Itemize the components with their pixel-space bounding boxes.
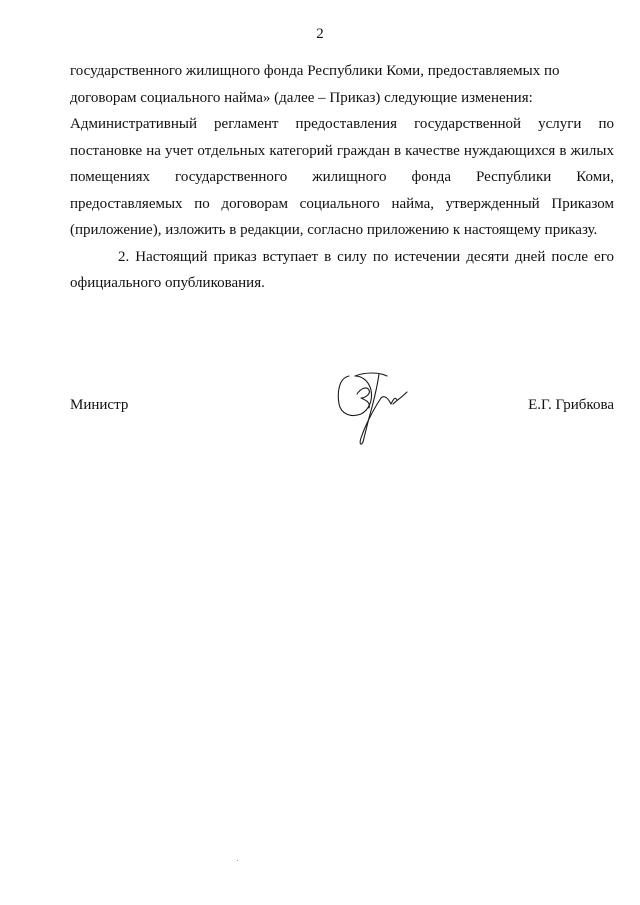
body-line-7: (приложение), изложить в редакции, согласно приложению к настоящему приказу. bbox=[70, 222, 598, 238]
body-line-8: 2. Настоящий приказ вступает в силу по истечении десяти дней после его bbox=[118, 248, 614, 265]
document-body bbox=[70, 58, 614, 297]
body-line-2: договорам социального найма» (далее – Приказ) следующие изменения: bbox=[70, 89, 533, 106]
body-line-3: Административный регламент предоставления государственной услуги по bbox=[70, 116, 614, 132]
body-line-4: постановке на учет отдельных категорий граждан в качестве нуждающихся в жилых bbox=[70, 142, 614, 159]
page-number: 2 bbox=[316, 26, 324, 42]
body-line-9: официального опубликования. bbox=[70, 275, 265, 291]
signature-icon bbox=[335, 370, 425, 448]
scan-artifact bbox=[237, 860, 238, 861]
signatory-title: Министр bbox=[70, 397, 129, 413]
body-line-5: помещениях государственного жилищного фонда Республики Коми, bbox=[70, 169, 614, 185]
body-line-6: предоставляемых по договорам социального найма, утвержденный Приказом bbox=[70, 195, 614, 212]
signatory-name: Е.Г. Грибкова bbox=[528, 397, 614, 413]
body-line-1: государственного жилищного фонда Республики Коми, предоставляемых по bbox=[70, 63, 560, 79]
